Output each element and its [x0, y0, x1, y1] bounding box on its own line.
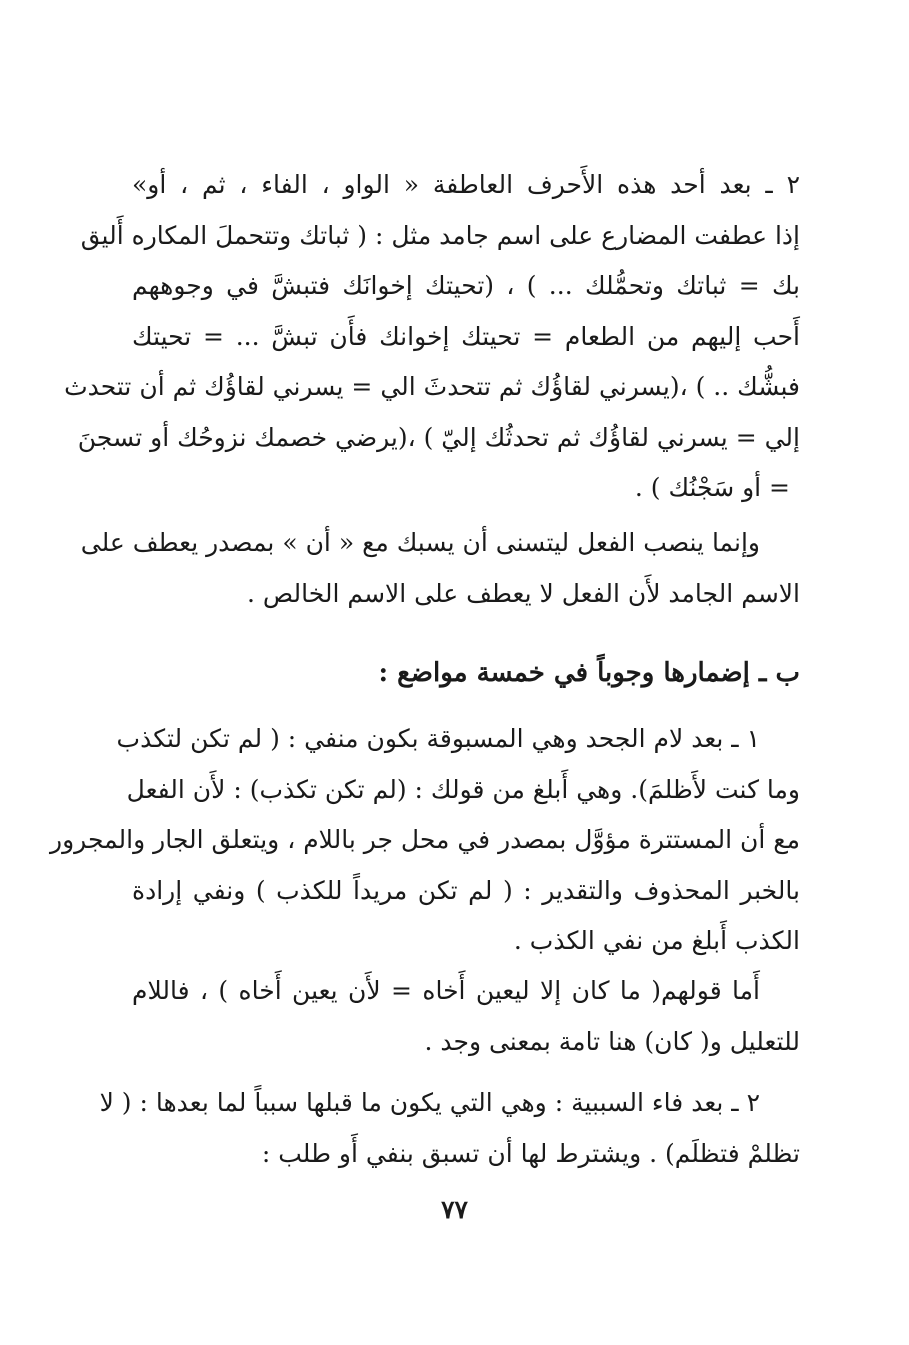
paragraph-lam-al-juhud [50, 714, 800, 967]
text-line: الاسم الجامد لأَن الفعل لا يعطف على الاسم الخالص . [247, 578, 800, 608]
text-line: وما كنت لأَظلمَ). وهي أَبلغ من قولك : (لم تكن تكذب) : لأَن الفعل [126, 774, 800, 804]
section-heading: ب ـ إضمارها وجوباً في خمسة مواضع : [378, 658, 800, 688]
text-line: ٢ ـ بعد أحد هذه الأَحرف العاطفة « الواو ، الفاء ، ثم ، أو» [132, 170, 800, 199]
text-line: بالخبر المحذوف والتقدير : ( لم تكن مريداً للكذب ) ونفي إرادة [132, 875, 800, 905]
text-line: للتعليل و( كان) هنا تامة بمعنى وجد . [424, 1026, 800, 1056]
text-line: إلي = يسرني لقاؤُك ثم تحدثُك إليّ ) ،(يرضي خصمك نزوحُك أو تسجنَ [77, 422, 800, 452]
text-line: فبشُّك .. ) ،(يسرني لقاؤُك ثم تتحدثَ الي = يسرني لقاؤُك ثم أن تتحدث [64, 372, 800, 401]
text-line: تظلمْ فتظلَم) . ويشترط لها أن تسبق بنفي أَو طلب : [261, 1138, 800, 1168]
text-line: = أو سَجْنُك ) . [634, 473, 790, 502]
paragraph-fa-sababiyya [99, 1078, 800, 1179]
text-line: وإنما ينصب الفعل ليتسنى أن يسبك مع « أن » بمصدر يعطف على [80, 528, 760, 557]
text-line: ١ ـ بعد لام الجحد وهي المسبوقة بكون منفي : ( لم تكن لتكذب [116, 724, 760, 753]
paragraph-conjunctions [64, 160, 800, 514]
text-line: الكذب أَبلغ من نفي الكذب . [513, 926, 800, 955]
page-number: ٧٧ [441, 1195, 468, 1224]
paragraph-lam-taalil [132, 966, 800, 1067]
paragraph-explanation [80, 518, 800, 619]
text-line: إذا عطفت المضارع على اسم جامد مثل : ( ثباتك وتتحملَ المكاره أَليق [80, 220, 800, 250]
text-line: ٢ ـ بعد فاء السببية : وهي التي يكون ما قبلها سبباً لما بعدها : ( لا [99, 1088, 760, 1117]
text-line: بك = ثباتك وتحمُّلك ... ) ، (تحيتك إخوانَك فتبشَّ في وجوههم [132, 271, 800, 300]
text-line: أَما قولهم( ما كان إلا ليعين أَخاه = لأَن يعين أَخاه ) ، فاللام [132, 976, 760, 1005]
text-line: أَحب إليهم من الطعام = تحيتك إخوانك فأَن تبشَّ ... = تحيتك [132, 321, 800, 351]
text-line: مع أن المستترة مؤوَّل بمصدر في محل جر باللام ، ويتعلق الجار والمجرور [50, 825, 800, 854]
